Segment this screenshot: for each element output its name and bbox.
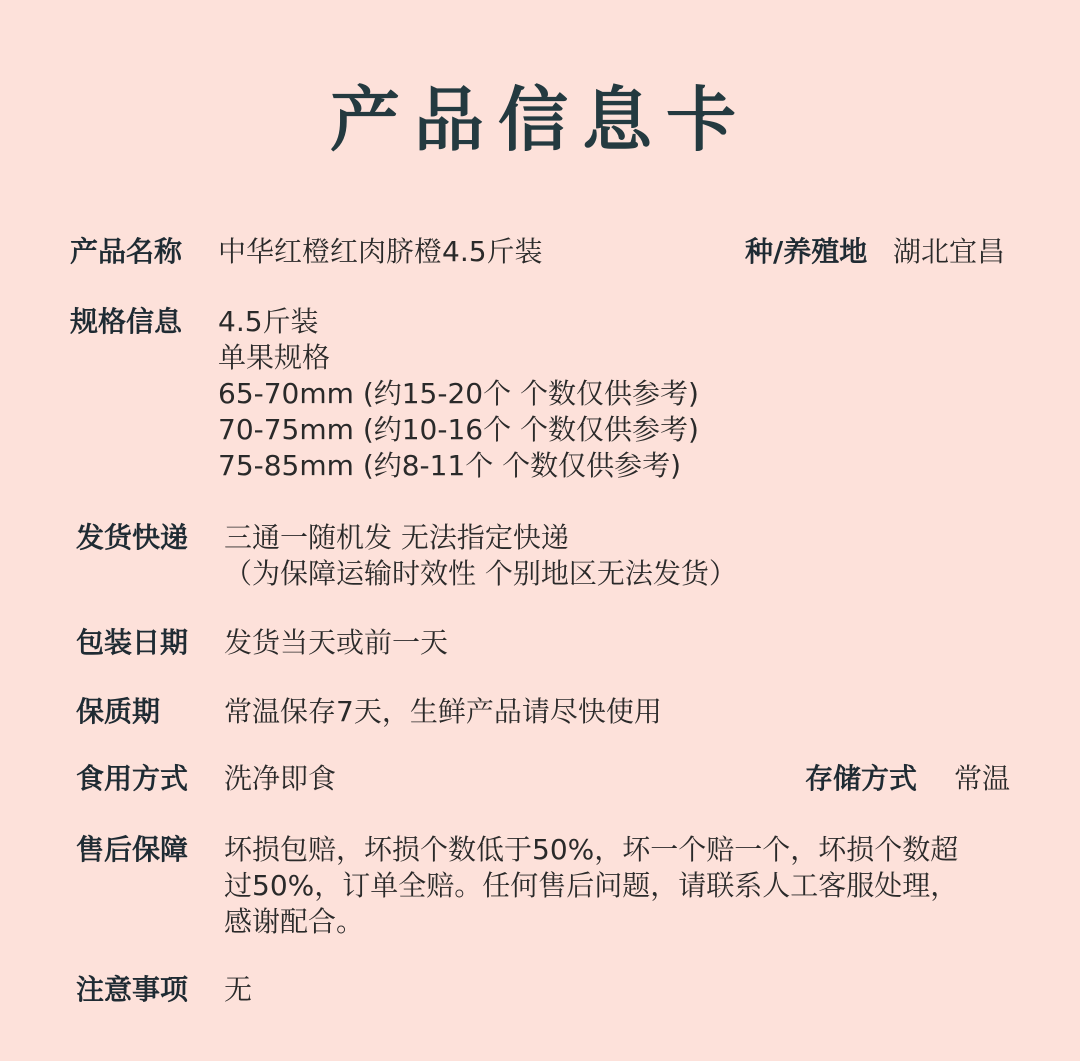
page-title: 产品信息卡 [330, 79, 750, 161]
spec-label: 规格信息 [70, 305, 183, 338]
shipping-value [224, 520, 737, 592]
origin-label: 种/养殖地 [745, 235, 868, 268]
storage-value: 常温 [954, 762, 1011, 795]
spec-value [218, 304, 699, 484]
storage-label: 存储方式 [805, 762, 918, 795]
after-sales-line: 感谢配合。 [224, 905, 365, 938]
after-sales-line: 坏损包赔，坏损个数低于50%，坏一个赔一个，坏损个数超 [224, 833, 959, 866]
spec-line: 单果规格 [218, 341, 331, 374]
shipping-line: 三通一随机发 无法指定快递 [224, 521, 569, 554]
pack-date-label: 包装日期 [76, 626, 189, 659]
after-sales-label: 售后保障 [76, 833, 189, 866]
spec-line: 65-70mm (约15-20个 个数仅供参考) [218, 377, 699, 410]
shelf-life-label: 保质期 [76, 695, 161, 728]
usage-value: 洗净即食 [224, 762, 337, 795]
spec-line: 70-75mm (约10-16个 个数仅供参考) [218, 413, 699, 446]
after-sales-value [224, 832, 958, 940]
origin-value: 湖北宜昌 [893, 235, 1006, 268]
spec-line: 75-85mm (约8-11个 个数仅供参考) [218, 449, 682, 482]
product-name-label: 产品名称 [70, 235, 183, 268]
notes-value: 无 [224, 973, 253, 1006]
notes-label: 注意事项 [76, 973, 189, 1006]
usage-label: 食用方式 [76, 762, 189, 795]
spec-line: 4.5斤装 [218, 305, 319, 338]
product-name-value: 中华红橙红肉脐橙4.5斤装 [218, 235, 543, 268]
after-sales-line: 过50%，订单全赔。任何售后问题，请联系人工客服处理， [224, 869, 959, 902]
shelf-life-value: 常温保存7天，生鲜产品请尽快使用 [224, 695, 662, 728]
pack-date-value: 发货当天或前一天 [224, 626, 449, 659]
shipping-label: 发货快递 [76, 521, 189, 554]
shipping-line: （为保障运输时效性 个别地区无法发货） [224, 557, 737, 590]
